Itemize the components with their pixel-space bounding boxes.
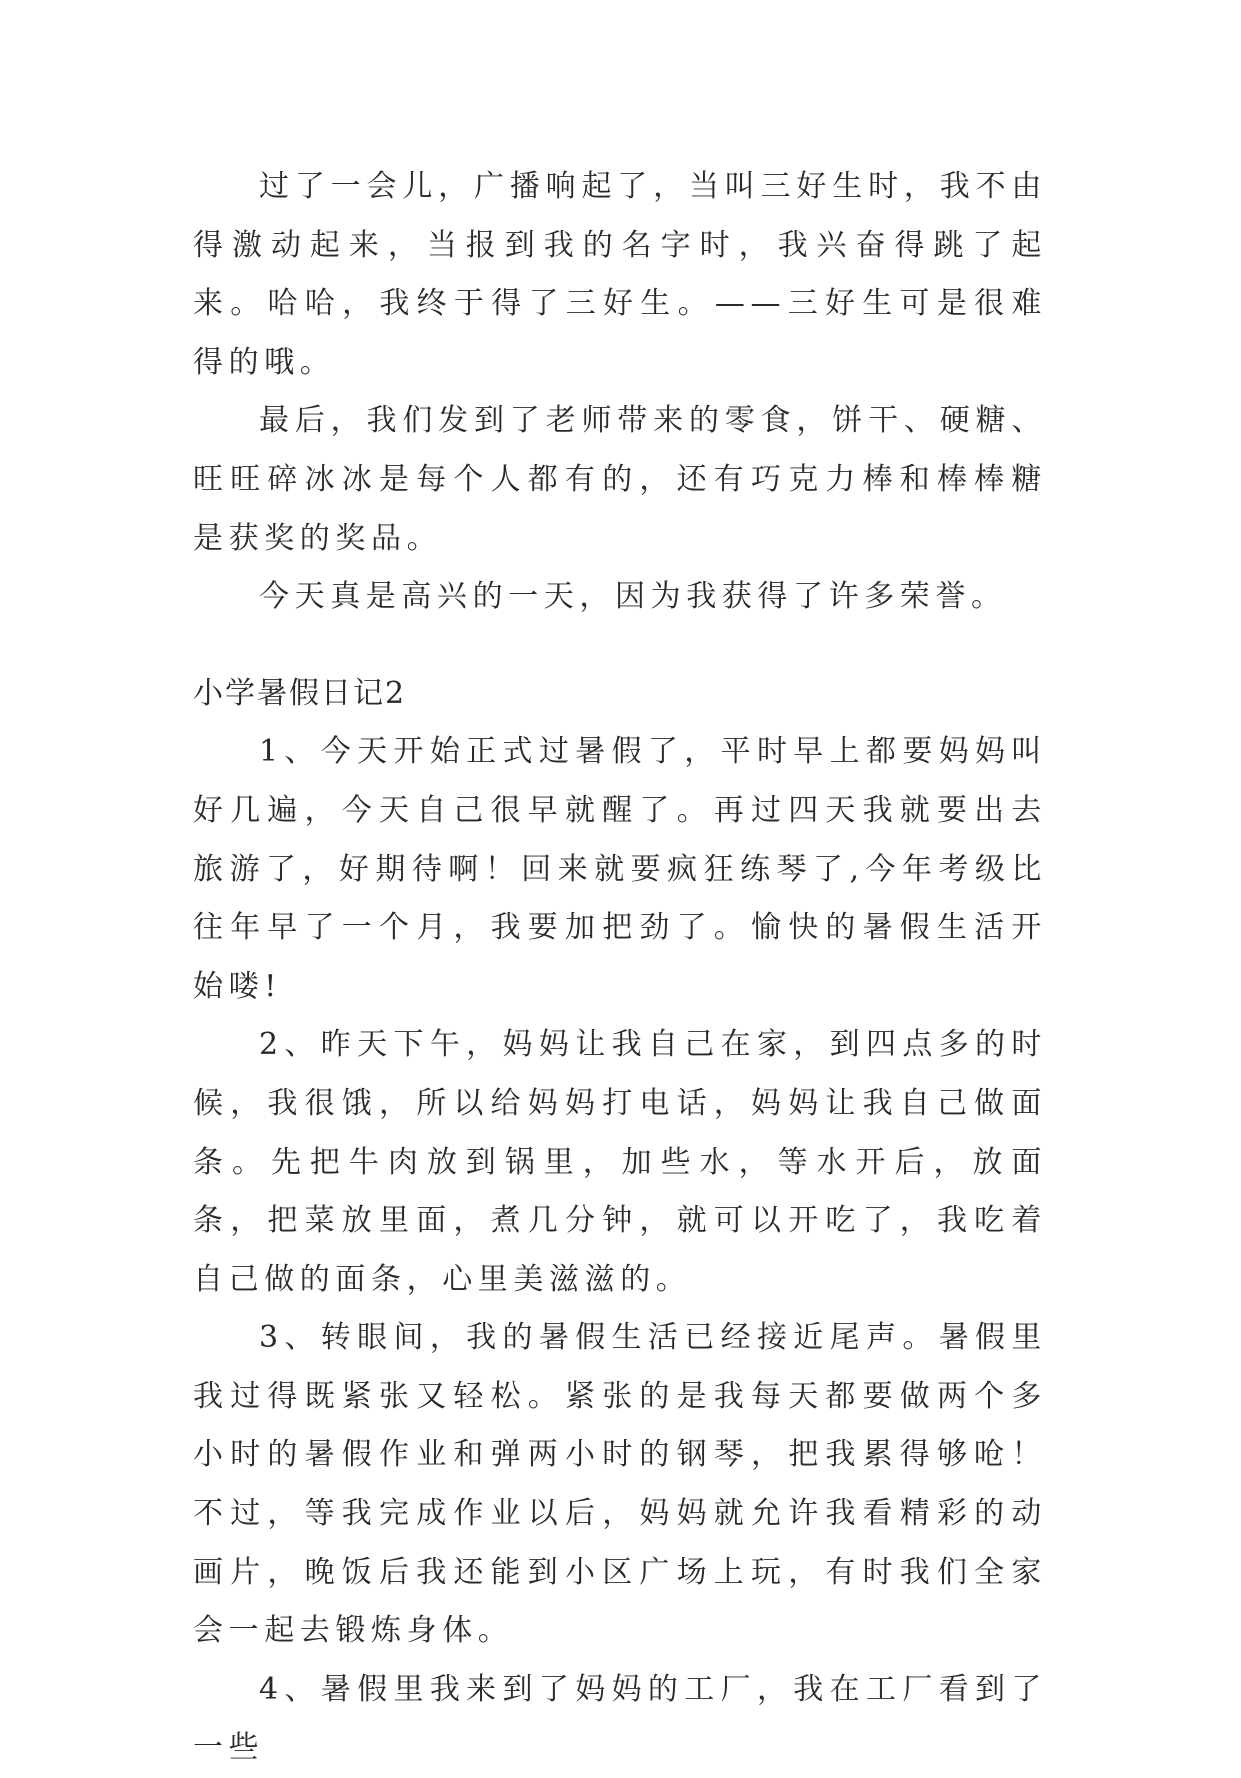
section-title: 小学暑假日记2 [193,675,407,711]
paragraph: 1、今天开始正式过暑假了，平时早上都要妈妈叫好几遍，今天自己很早就醒了。再过四天我就要出去旅游了，好期待啊！回来就要疯狂练琴了,今年考级比往年早了一个月，我要加把劲了。愉快的暑假生活开始喽! [193,734,1047,1004]
document-body [193,158,1047,1778]
paragraph: 4、暑假里我来到了妈妈的工厂，我在工厂看到了一些 [193,1671,1047,1766]
paragraph: 过了一会儿，广播响起了，当叫三好生时，我不由得激动起来，当报到我的名字时，我兴奋得跳了起来。哈哈，我终于得了三好生。——三好生可是很难得的哦。 [193,169,1047,380]
paragraph: 今天真是高兴的一天，因为我获得了许多荣誉。 [259,579,1007,615]
paragraph: 3、转眼间，我的暑假生活已经接近尾声。暑假里我过得既紧张又轻松。紧张的是我每天都要做两个多小时的暑假作业和弹两小时的钢琴，把我累得够呛！不过，等我完成作业以后，妈妈就允许我看精彩的动画片，晚饭后我还能到小区广场上玩，有时我们全家会一起去锻炼身体。 [193,1320,1047,1649]
paragraph: 2、昨天下午，妈妈让我自己在家，到四点多的时候，我很饿，所以给妈妈打电话，妈妈让我自己做面条。先把牛肉放到锅里，加些水，等水开后，放面条，把菜放里面，煮几分钟，就可以开吃了，我吃着自己做的面条，心里美滋滋的。 [193,1027,1047,1297]
paragraph: 最后，我们发到了老师带来的零食，饼干、硬糖、旺旺碎冰冰是每个人都有的，还有巧克力棒和棒棒糖是获奖的奖品。 [193,403,1047,556]
